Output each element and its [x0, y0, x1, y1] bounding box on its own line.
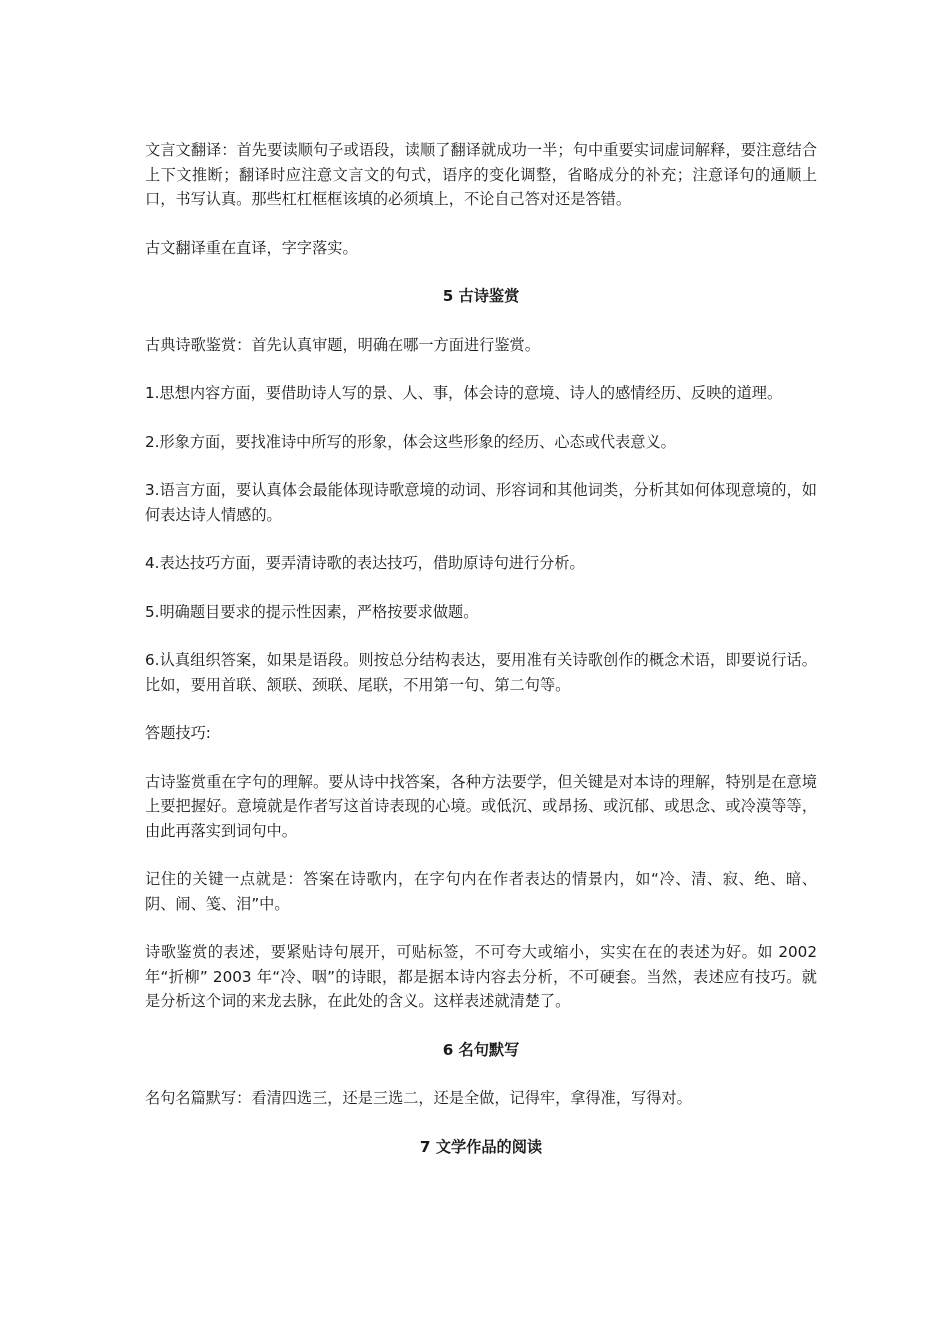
paragraph-key-point: 记住的关键一点就是：答案在诗歌内，在字句内在作者表达的情景内，如“冷、清、寂、绝、暗、阴、闹、笺、泪”中。: [145, 870, 817, 913]
list-item-answer-organization: 6.认真组织答案，如果是语段。则按总分结构表达，要用准有关诗歌创作的概念术语，即要说行话。比如，要用首联、颔联、颈联、尾联，不用第一句、第二句等。: [145, 651, 817, 694]
list-item-imagery: 2.形象方面，要找准诗中所写的形象，体会这些形象的经历、心态或代表意义。: [145, 432, 676, 451]
paragraph-translation-tip: 古文翻译重在直译，字字落实。: [145, 238, 358, 257]
paragraph-translation-method: 文言文翻译：首先要读顺句子或语段，读顺了翻译就成功一半；句中重要实词虚词解释，要注意结合上下文推断；翻译时应注意文言文的句式，语序的变化调整，省略成分的补充；注意译句的通顺上口，书写认真。那些杠杠框框该填的必须填上，不论自己答对还是答错。: [145, 141, 817, 208]
list-item-language: 3.语言方面，要认真体会最能体现诗歌意境的动词、形容词和其他词类，分析其如何体现意境的，如何表达诗人情感的。: [145, 481, 817, 524]
paragraph-poetry-intro: 古典诗歌鉴赏：首先认真审题，明确在哪一方面进行鉴赏。: [145, 335, 540, 354]
paragraph-sentence-understanding: 古诗鉴赏重在字句的理解。要从诗中找答案，各种方法要学，但关键是对本诗的理解，特别是在意境上要把握好。意境就是作者写这首诗表现的心境。或低沉、或昂扬、或沉郁、或思念、或冷漠等等，由此再落实到词句中。: [145, 772, 817, 840]
paragraph-expression: 诗歌鉴赏的表述，要紧贴诗句展开，可贴标签，不可夸大或缩小，实实在在的表述为好。如 2002 年“折柳” 2003 年“冷、咽”的诗眼，都是据本诗内容去分析，不可硬套。当然，表述应有技巧。就是分析这个词的来龙去脉，在此处的含义。这样表述就清楚了。: [145, 943, 817, 1010]
document-page: [145, 138, 817, 1183]
list-item-technique: 4.表达技巧方面，要弄清诗歌的表达技巧，借助原诗句进行分析。: [145, 554, 585, 572]
section-heading-poetry-appreciation: 5 古诗鉴赏: [442, 287, 520, 305]
section-heading-literary-reading: 7 文学作品的阅读: [419, 1137, 543, 1156]
list-item-content: 1.思想内容方面，要借助诗人写的景、人、事，体会诗的意境、诗人的感情经历、反映的道理。: [145, 384, 783, 402]
section-heading-famous-quotes: 6 名句默写: [442, 1040, 520, 1059]
paragraph-quote-dictation: 名句名篇默写：看清四选三，还是三选二，还是全做，记得牢，拿得准，写得对。: [145, 1089, 692, 1107]
paragraph-answer-tips-label: 答题技巧:: [145, 724, 211, 742]
list-item-requirements: 5.明确题目要求的提示性因素，严格按要求做题。: [145, 602, 479, 621]
